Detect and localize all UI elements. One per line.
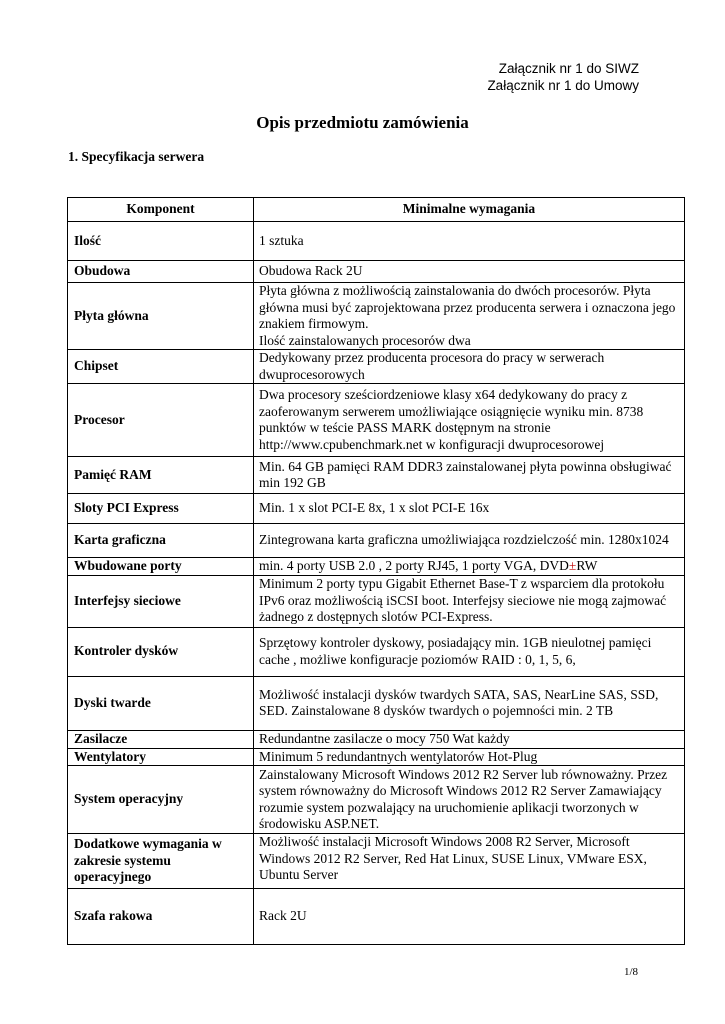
component-cell: Chipset [68, 350, 254, 384]
annex-line-siwz: Załącznik nr 1 do SIWZ [498, 61, 639, 76]
requirement-cell: Możliwość instalacji Microsoft Windows 2008 R2 Server, Microsoft Windows 2012 R2 Server, Red Hat Linux, SUSE Linux, VMware ESX, Ubuntu Server [254, 834, 685, 889]
table-row [68, 524, 685, 558]
component-cell: Wentylatory [68, 748, 254, 766]
annex-reference [487, 60, 639, 94]
table-row [68, 889, 685, 945]
table-row [68, 350, 685, 384]
component-cell: Karta graficzna [68, 524, 254, 558]
column-header-requirements: Minimalne wymagania [254, 198, 685, 222]
component-cell: Obudowa [68, 261, 254, 283]
component-cell: Kontroler dysków [68, 627, 254, 676]
component-cell: Interfejsy sieciowe [68, 575, 254, 627]
requirement-cell: Obudowa Rack 2U [254, 261, 685, 283]
requirement-cell: Min. 64 GB pamięci RAM DDR3 zainstalowanej płyta powinna obsługiwać min 192 GB [254, 457, 685, 494]
requirement-cell: 1 sztuka [254, 222, 685, 261]
requirement-cell: Sprzętowy kontroler dyskowy, posiadający min. 1GB nieulotnej pamięci cache , możliwe konfiguracje poziomów RAID : 0, 1, 5, 6, [254, 627, 685, 676]
plus-minus-symbol: ± [568, 558, 577, 573]
table-row [68, 457, 685, 494]
requirement-text: min. 4 porty USB 2.0 , 2 porty RJ45, 1 porty VGA, DVD [259, 558, 569, 573]
table-row [68, 834, 685, 889]
requirement-cell: Zintegrowana karta graficzna umożliwiająca rozdzielczość min. 1280x1024 [254, 524, 685, 558]
table-row [68, 261, 685, 283]
document-title: Opis przedmiotu zamówienia [256, 113, 469, 132]
section-heading: 1. Specyfikacja serwera [68, 149, 205, 164]
table-header-row [68, 198, 685, 222]
table-row [68, 766, 685, 834]
requirement-cell: Dedykowany przez producenta procesora do pracy w serwerach dwuprocesorowych [254, 350, 685, 384]
page-number: 1/8 [623, 966, 638, 978]
table-row [68, 384, 685, 457]
table-row [68, 222, 685, 261]
component-cell: Wbudowane porty [68, 558, 254, 576]
component-cell: System operacyjny [68, 766, 254, 834]
requirement-cell: Min. 1 x slot PCI-E 8x, 1 x slot PCI-E 16x [254, 494, 685, 524]
table-row [68, 575, 685, 627]
component-cell: Płyta główna [68, 283, 254, 350]
requirement-cell: Możliwość instalacji dysków twardych SATA, SAS, NearLine SAS, SSD, SED. Zainstalowane 8 dysków twardych o pojemności min. 2 TB [254, 676, 685, 730]
component-cell: Pamięć RAM [68, 457, 254, 494]
column-header-component: Komponent [68, 198, 254, 222]
annex-line-umowy: Załącznik nr 1 do Umowy [487, 78, 639, 93]
requirement-cell: Zainstalowany Microsoft Windows 2012 R2 Server lub równoważny. Przez system równoważny do Microsoft Windows 2012 R2 Server Zamawiający rozumie system pozwalający na uruchomienie aplikacji tworzonych w środowisku ASP.NET. [254, 766, 685, 834]
component-cell: Dyski twarde [68, 676, 254, 730]
requirement-suffix: RW [576, 558, 598, 573]
table-row [68, 676, 685, 730]
component-cell: Zasilacze [68, 730, 254, 748]
component-cell: Szafa rakowa [68, 889, 254, 945]
table-row [68, 494, 685, 524]
requirement-cell [254, 558, 685, 576]
requirement-cell: Płyta główna z możliwością zainstalowania do dwóch procesorów. Płyta główna musi być zaprojektowana przez producenta serwera i oznaczona jego znakiem firmowym. Ilość zainstalowanych procesorów dwa [254, 283, 685, 350]
component-cell: Dodatkowe wymagania w zakresie systemu operacyjnego [68, 834, 254, 889]
requirement-cell: Rack 2U [254, 889, 685, 945]
requirement-cell: Redundantne zasilacze o mocy 750 Wat każdy [254, 730, 685, 748]
table-row [68, 283, 685, 350]
component-cell: Procesor [68, 384, 254, 457]
table-row [68, 558, 685, 576]
server-spec-table [67, 197, 685, 945]
requirement-cell: Dwa procesory sześciordzeniowe klasy x64 dedykowany do pracy z zaoferowanym serwerem umożliwiające osiągnięcie wyniku min. 8738 punktów w teście PASS MARK dostępnym na stronie http://www.cpubenchmark.net w konfiguracji dwuprocesorowej [254, 384, 685, 457]
component-cell: Sloty PCI Express [68, 494, 254, 524]
table-row [68, 730, 685, 748]
requirement-cell: Minimum 5 redundantnych wentylatorów Hot-Plug [254, 748, 685, 766]
table-row [68, 748, 685, 766]
table-row [68, 627, 685, 676]
requirement-cell: Minimum 2 porty typu Gigabit Ethernet Base-T z wsparciem dla protokołu IPv6 oraz możliwością iSCSI boot. Interfejsy sieciowe nie mogą zajmować żadnego z dostępnych slotów PCI-Express. [254, 575, 685, 627]
component-cell: Ilość [68, 222, 254, 261]
